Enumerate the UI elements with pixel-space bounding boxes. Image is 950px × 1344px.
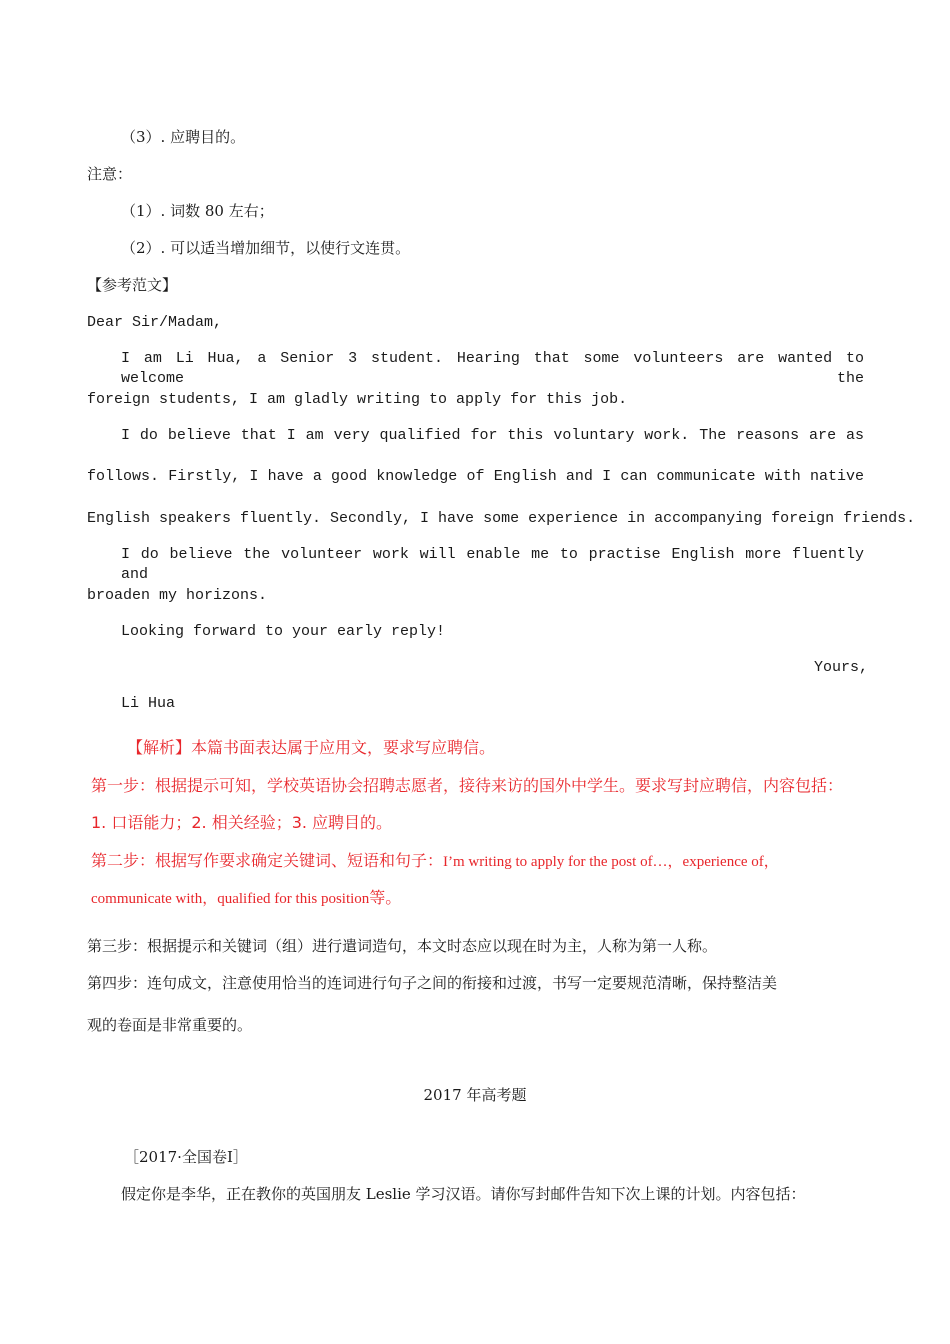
analysis-step-4-line-1: 第四步：连句成文，注意使用恰当的连词进行句子之间的衔接和过渡，书写一定要规范清晰，保持整洁美 (87, 974, 778, 992)
exam-prompt: 假定你是李华，正在教你的英国朋友 Leslie 学习汉语。请你写封邮件告知下次上课的计划。内容包括： (121, 1185, 806, 1203)
analysis-step-2-end: 等。 (369, 888, 402, 907)
letter-signoff: Yours, (814, 659, 869, 676)
analysis-step-2-phrases-continued: communicate with，qualified for this position (91, 891, 370, 907)
note-item-1: （1）. 词数 80 左右； (121, 202, 274, 220)
letter-paragraph-1-line-1: I am Li Hua, a Senior 3 student. Hearing that some volunteers are wanted to welcome the (121, 350, 864, 387)
letter-signature: Li Hua (121, 695, 176, 712)
note-item-2: （2）. 可以适当增加细节，以使行文连贯。 (121, 239, 411, 257)
analysis-heading: 【解析】本篇书面表达属于应用文，要求写应聘信。 (127, 738, 496, 757)
requirement-item-3: （3）. 应聘目的。 (121, 128, 246, 146)
analysis-step-4-line-2: 观的卷面是非常重要的。 (87, 1016, 253, 1034)
section-title: 2017 年高考题 (423, 1086, 527, 1104)
letter-greeting: Dear Sir/Madam, (87, 314, 223, 331)
letter-paragraph-2-line-1: I do believe that I am very qualified for this voluntary work. The reasons are as (121, 427, 864, 444)
letter-paragraph-2-line-2: follows. Firstly, I have a good knowledge of English and I can communicate with native (87, 468, 864, 485)
note-label: 注意： (87, 165, 133, 183)
analysis-step-2-text: 第二步：根据写作要求确定关键词、短语和句子： (91, 851, 444, 870)
letter-paragraph-3-line-1: I do believe the volunteer work will enable me to practise English more fluently and (121, 546, 864, 583)
letter-closing: Looking forward to your early reply! (121, 623, 446, 640)
analysis-step-1-contents: 1. 口语能力；2. 相关经验；3. 应聘目的。 (91, 813, 393, 832)
analysis-step-3: 第三步：根据提示和关键词（组）进行遣词造句，本文时态应以现在时为主，人称为第一人称。 (87, 937, 718, 955)
exam-source: ［2017·全国卷Ⅰ］ (124, 1148, 248, 1166)
letter-paragraph-3-line-2: broaden my horizons. (87, 587, 268, 604)
letter-paragraph-1-line-2: foreign students, I am gladly writing to apply for this job. (87, 391, 628, 408)
analysis-step-2 (91, 851, 779, 872)
analysis-step-2-continued (91, 888, 401, 909)
analysis-step-2-phrases: I’m writing to apply for the post of…，experience of， (443, 854, 779, 870)
analysis-step-1: 第一步：根据提示可知，学校英语协会招聘志愿者，接待来访的国外中学生。要求写封应聘信，内容包括： (91, 776, 844, 795)
letter-paragraph-2-line-3: English speakers fluently. Secondly, I have some experience in accompanying foreign friends. (87, 510, 916, 527)
sample-essay-heading: 【参考范文】 (87, 276, 178, 294)
